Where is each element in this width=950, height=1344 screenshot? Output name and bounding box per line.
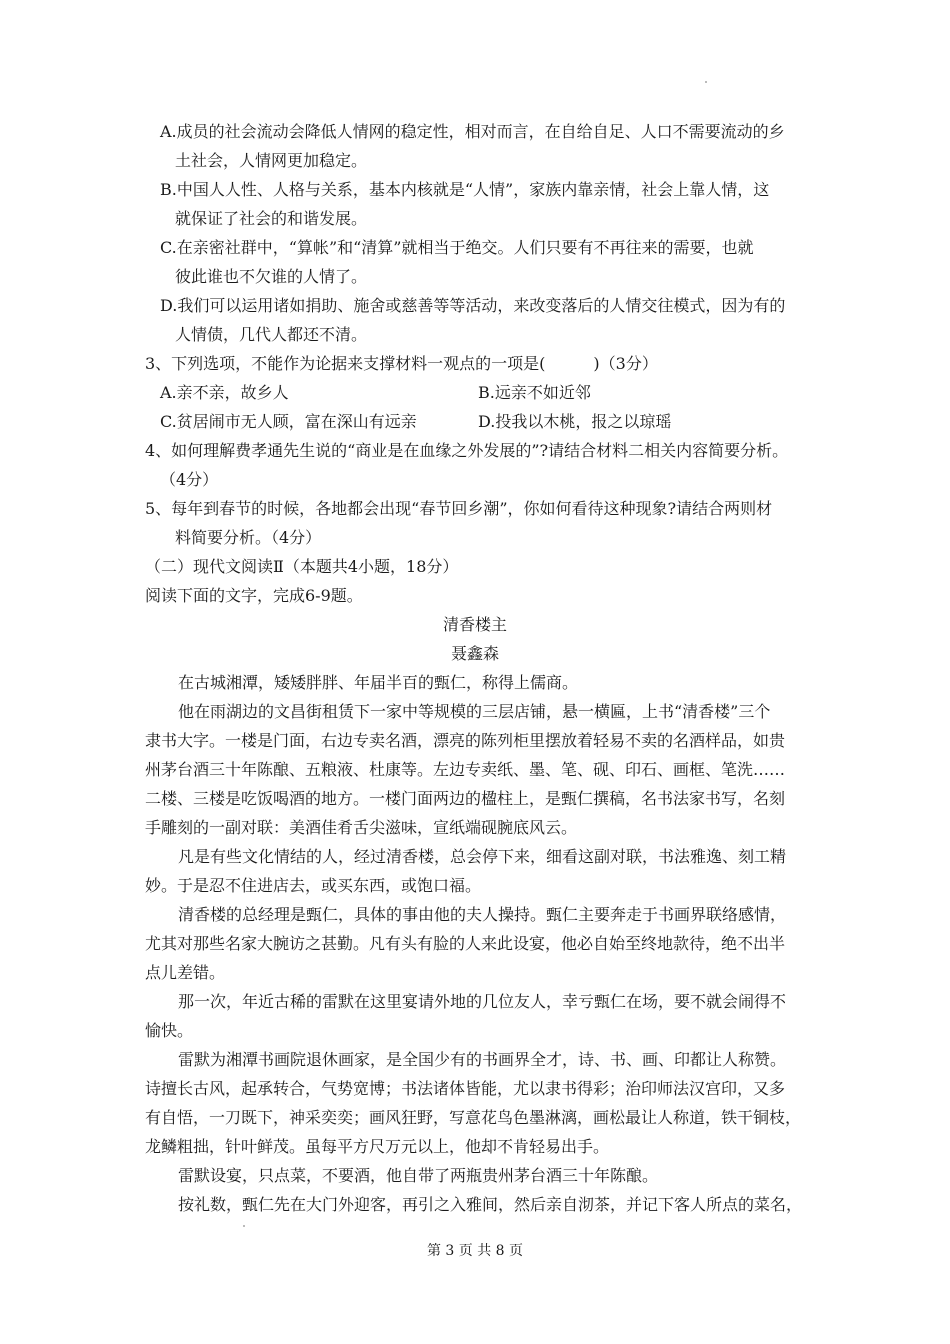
paragraph-1: 在古城湘潭，矮矮胖胖、年届半百的甄仁，称得上儒商。	[178, 673, 579, 692]
question-4-line-2: （4分）	[160, 470, 219, 489]
paragraph-3-line-2: 妙。于是忍不住进店去，或买东西，或饱口福。	[145, 876, 482, 895]
paragraph-6-line-4: 龙鳞粗拙，针叶鲜茂。虽每平方尺万元以上，他却不肯轻易出手。	[145, 1137, 610, 1156]
option-b-line-1: B.中国人人性、人格与关系，基本内核就是“人情”，家族内靠亲情，社会上靠人情，这	[160, 180, 770, 199]
option-c-line-1: C.在亲密社群中，“算帐”和“清算”就相当于绝交。人们只要有不再往来的需要，也就	[160, 238, 754, 257]
paragraph-4-line-3: 点儿差错。	[145, 963, 226, 982]
paragraph-6-line-3: 有自悟，一刀既下，神采奕奕；画风狂野，写意花鸟色墨淋漓，画松最让人称道，铁干铜枝，	[145, 1108, 802, 1127]
question-3-option-c: C.贫居闹市无人顾，富在深山有远亲	[160, 412, 417, 431]
question-3-option-b: B.远亲不如近邻	[478, 383, 591, 402]
scan-speck	[243, 1225, 245, 1227]
paragraph-4-line-1: 清香楼的总经理是甄仁，具体的事由他的夫人操持。甄仁主要奔走于书画界联络感情，	[178, 905, 787, 924]
question-5-line-1: 5、每年到春节的时候，各地都会出现“春节回乡潮”，你如何看待这种现象?请结合两则材	[145, 499, 773, 518]
paragraph-2-line-4: 二楼、三楼是吃饭喝酒的地方。一楼门面两边的楹柱上，是甄仁撰稿，名书法家书写，名刻	[145, 789, 786, 808]
question-3-stem: 3、下列选项，不能作为论据来支撑材料一观点的一项是( )（3分）	[145, 354, 658, 373]
option-c-line-2: 彼此谁也不欠谁的人情了。	[175, 267, 368, 286]
scan-speck	[705, 81, 707, 83]
question-3-option-a: A.亲不亲，故乡人	[160, 383, 289, 402]
question-4-line-1: 4、如何理解费孝通先生说的“商业是在血缘之外发展的”?请结合材料二相关内容简要分析。	[145, 441, 789, 460]
story-author: 聂鑫森	[450, 644, 499, 663]
option-a-line-1: A.成员的社会流动会降低人情网的稳定性，相对而言，在自给自足、人口不需要流动的乡	[160, 122, 785, 141]
option-d-line-2: 人情债，几代人都还不清。	[175, 325, 368, 344]
option-b-line-2: 就保证了社会的和谐发展。	[175, 209, 368, 228]
paragraph-6-line-1: 雷默为湘潭书画院退休画家，是全国少有的书画界全才，诗、书、画、印都让人称赞。	[178, 1050, 787, 1069]
paragraph-5-line-2: 愉快。	[145, 1021, 194, 1040]
paragraph-3-line-1: 凡是有些文化情结的人，经过清香楼，总会停下来，细看这副对联，书法雅逸、刻工精	[178, 847, 787, 866]
paragraph-5-line-1: 那一次，年近古稀的雷默在这里宴请外地的几位友人，幸亏甄仁在场，要不就会闹得不	[178, 992, 787, 1011]
paragraph-4-line-2: 尤其对那些名家大腕访之甚勤。凡有头有脸的人来此设宴，他必自始至终地款待，绝不出半	[145, 934, 786, 953]
option-a-line-2: 土社会，人情网更加稳定。	[175, 151, 368, 170]
paragraph-2-line-1: 他在雨湖边的文昌街租赁下一家中等规模的三层店铺，悬一横匾，上书“清香楼”三个	[178, 702, 771, 721]
paragraph-2-line-5: 手雕刻的一副对联：美酒佳肴舌尖滋味，宣纸端砚腕底风云。	[145, 818, 578, 837]
paragraph-8-line-1: 按礼数，甄仁先在大门外迎客，再引之入雅间，然后亲自沏茶，并记下客人所点的菜名，	[178, 1195, 803, 1214]
option-d-line-1: D.我们可以运用诸如捐助、施舍或慈善等等活动，来改变落后的人情交往模式，因为有的	[160, 296, 786, 315]
paragraph-2-line-2: 隶书大字。一楼是门面，右边专卖名酒，漂亮的陈列柜里摆放着轻易不卖的名酒样品，如贵	[145, 731, 786, 750]
question-5-line-2: 料简要分析。（4分）	[175, 528, 322, 547]
paragraph-2-line-3: 州茅台酒三十年陈酿、五粮液、杜康等。左边专卖纸、墨、笔、砚、印石、画框、笔洗……	[145, 760, 786, 779]
question-3-option-d: D.投我以木桃，报之以琼瑶	[478, 412, 672, 431]
reading-instruction: 阅读下面的文字，完成6-9题。	[145, 586, 363, 605]
story-title: 清香楼主	[442, 615, 507, 634]
paragraph-7: 雷默设宴，只点菜，不要酒，他自带了两瓶贵州茅台酒三十年陈酿。	[178, 1166, 659, 1185]
paragraph-6-line-2: 诗擅长古风，起承转合，气势宽博；书法诸体皆能，尤以隶书得彩；治印师法汉宫印，又多	[145, 1079, 786, 1098]
section-heading: （二）现代文阅读Ⅱ（本题共4小题，18分）	[145, 557, 459, 576]
page-number-footer: 第 3 页 共 8 页	[426, 1243, 524, 1259]
